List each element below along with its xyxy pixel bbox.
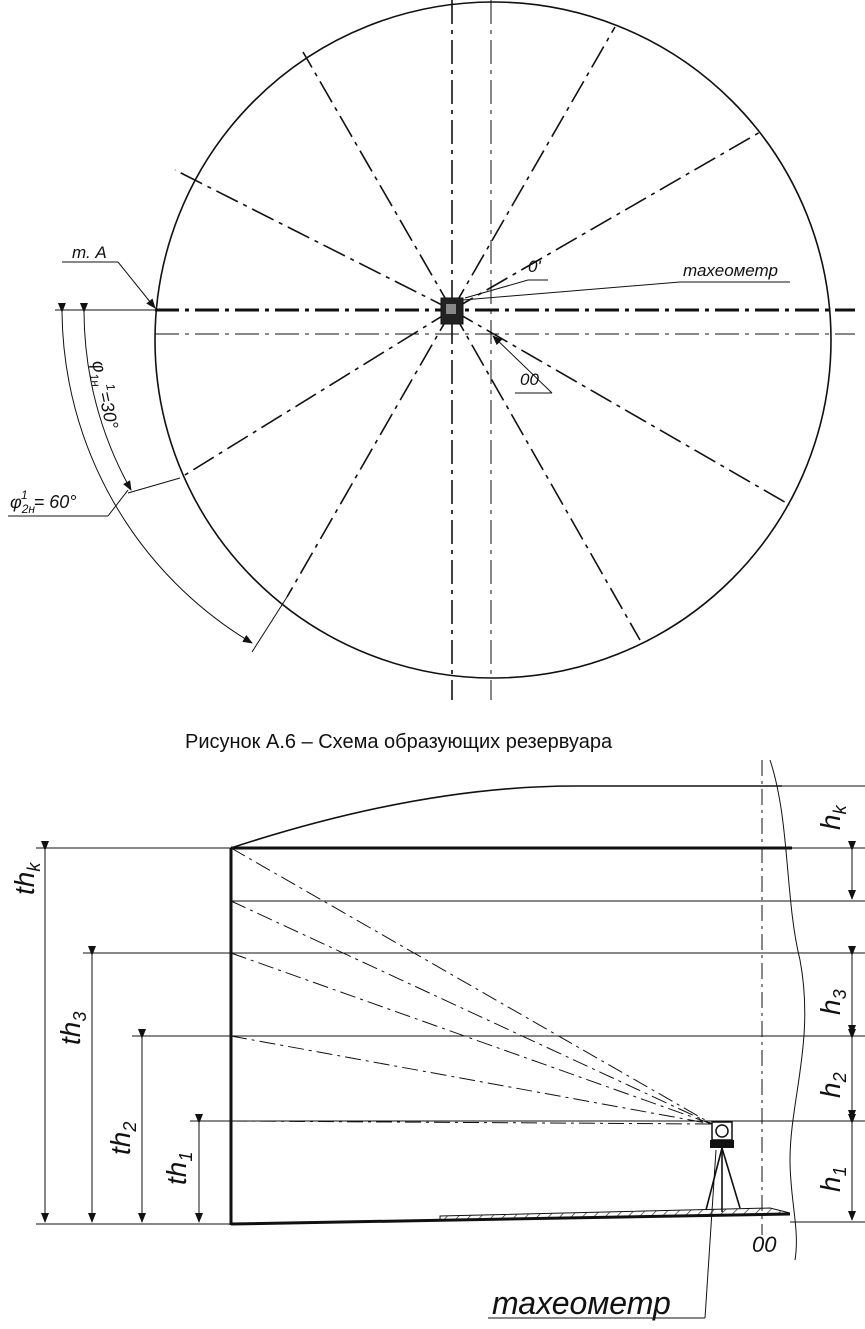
sight-line <box>231 953 712 1124</box>
roof-curve <box>231 786 782 848</box>
axis-00-label-top: 00 <box>520 370 539 389</box>
center-0-label: 0' <box>528 257 541 276</box>
generatrix-line <box>452 310 790 505</box>
tripod-leg <box>722 1148 740 1208</box>
figure-caption: Рисунок А.6 – Схема образующих резервуара <box>185 731 613 753</box>
label-th2: $th_2$ <box>105 1121 140 1155</box>
angle-extension-phi2 <box>252 597 287 652</box>
generatrix-line <box>287 310 452 597</box>
generatrix-line <box>303 52 452 310</box>
label-hk: $h_k$ <box>815 805 850 830</box>
sight-line <box>231 1036 712 1124</box>
label-th1: $th_1$ <box>161 1151 196 1185</box>
tank-section-view <box>9 760 865 1321</box>
generatrix-line <box>175 170 452 310</box>
axis-00-label-bottom: 00 <box>752 1232 777 1257</box>
tacheometer-instrument <box>706 1122 740 1212</box>
tank-outline-circle <box>155 2 831 678</box>
generatrix-line <box>452 310 640 640</box>
tank-plan-view <box>8 0 855 700</box>
label-h1: $h_1$ <box>815 1166 850 1192</box>
tacheometer-lens <box>716 1125 728 1137</box>
point-a-leader <box>118 262 155 308</box>
tacheometer-leader-bottom <box>705 1150 716 1318</box>
generatrix-line <box>180 310 452 478</box>
phi2-label: $\varphi_{2н}1 = 60^\circ$ <box>10 488 77 516</box>
break-line <box>770 760 805 1260</box>
tacheometer-label-bottom: тахеометр <box>492 1285 671 1321</box>
point-a-label: т. А <box>72 243 107 262</box>
label-h3: $h_3$ <box>815 989 850 1015</box>
label-th3: $th_3$ <box>55 1011 90 1045</box>
ground-hatch <box>440 1208 790 1221</box>
generatrix-line <box>452 131 762 310</box>
angle-extension-phi1 <box>128 478 180 493</box>
tacheometer-marker-inner <box>446 304 456 314</box>
label-h2: $h_2$ <box>815 1072 850 1098</box>
tacheometer-label-top: тахеометр <box>683 261 778 280</box>
phi2-leader-diag <box>108 490 128 516</box>
sight-line <box>231 848 712 1124</box>
tacheometer-base <box>710 1140 734 1148</box>
label-thk: $th_k$ <box>9 862 44 895</box>
sight-lines <box>231 848 712 1124</box>
phi1-label: $\varphi_{1н}^1=30^\circ$ <box>86 358 123 431</box>
sight-line <box>231 901 712 1124</box>
